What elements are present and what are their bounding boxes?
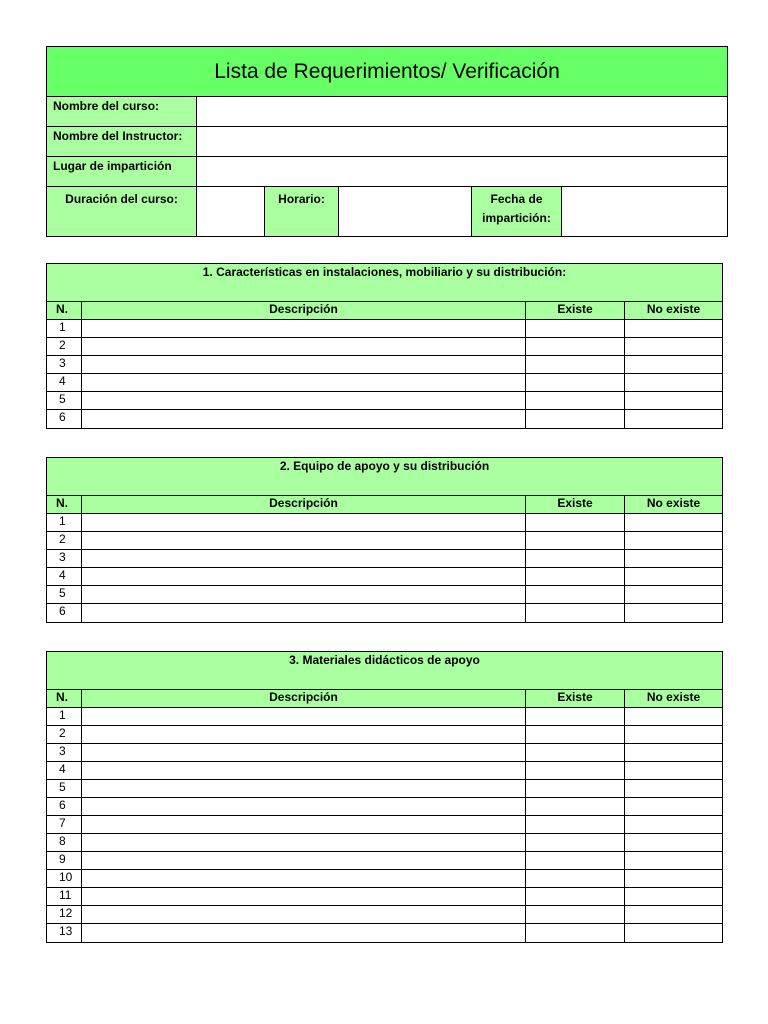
not-exists-cell[interactable]	[625, 906, 722, 923]
description-cell[interactable]	[82, 780, 526, 797]
row-number: 6	[47, 604, 82, 622]
exists-cell[interactable]	[526, 410, 625, 428]
not-exists-cell[interactable]	[625, 870, 722, 887]
not-exists-cell[interactable]	[625, 798, 722, 815]
table-row	[47, 410, 722, 428]
not-exists-cell[interactable]	[625, 514, 722, 531]
description-cell[interactable]	[82, 604, 526, 622]
location-label: Lugar de impartición	[47, 157, 197, 186]
table-row	[47, 780, 722, 798]
not-exists-cell[interactable]	[625, 888, 722, 905]
table-row	[47, 762, 722, 780]
section-title: 1. Características en instalaciones, mobiliario y su distribución:	[47, 264, 722, 302]
not-exists-cell[interactable]	[625, 356, 722, 373]
description-cell[interactable]	[82, 816, 526, 833]
not-exists-cell[interactable]	[625, 816, 722, 833]
row-number: 2	[47, 338, 82, 355]
description-cell[interactable]	[82, 762, 526, 779]
location-row	[47, 157, 727, 187]
row-number: 2	[47, 532, 82, 549]
not-exists-cell[interactable]	[625, 924, 722, 942]
course-name-row	[47, 97, 727, 127]
description-cell[interactable]	[82, 888, 526, 905]
description-cell[interactable]	[82, 726, 526, 743]
not-exists-cell[interactable]	[625, 550, 722, 567]
row-number: 5	[47, 586, 82, 603]
duration-label: Duración del curso:	[47, 187, 197, 236]
col-header-not-exists: No existe	[646, 302, 701, 316]
table-row	[47, 834, 722, 852]
exists-cell[interactable]	[526, 762, 625, 779]
row-number: 3	[47, 356, 82, 373]
exists-cell[interactable]	[526, 568, 625, 585]
exists-cell[interactable]	[526, 356, 625, 373]
exists-cell[interactable]	[526, 780, 625, 797]
description-cell[interactable]	[82, 338, 526, 355]
description-cell[interactable]	[82, 374, 526, 391]
col-header-exists: Existe	[526, 496, 625, 513]
table-row	[47, 320, 722, 338]
description-cell[interactable]	[82, 870, 526, 887]
row-number: 4	[47, 762, 82, 779]
description-cell[interactable]	[82, 744, 526, 761]
row-number: 2	[47, 726, 82, 743]
exists-cell[interactable]	[526, 888, 625, 905]
not-exists-cell[interactable]	[625, 834, 722, 851]
col-header-description: Descripción	[82, 302, 526, 319]
exists-cell[interactable]	[526, 726, 625, 743]
date-label	[472, 187, 562, 236]
col-header-n: N.	[47, 496, 82, 513]
table-row	[47, 550, 722, 568]
not-exists-cell[interactable]	[625, 338, 722, 355]
not-exists-cell[interactable]	[625, 410, 722, 428]
row-number: 4	[47, 568, 82, 585]
not-exists-cell[interactable]	[625, 852, 722, 869]
schedule-label: Horario:	[265, 187, 339, 236]
page-title: Lista de Requerimientos/ Verificación	[47, 47, 727, 97]
table-row	[47, 870, 722, 888]
row-number: 13	[47, 924, 82, 942]
section-title: 2. Equipo de apoyo y su distribución	[47, 458, 722, 496]
date-label-line1: Fecha de	[490, 192, 543, 206]
description-cell[interactable]	[82, 568, 526, 585]
not-exists-cell[interactable]	[625, 568, 722, 585]
table-row	[47, 924, 722, 942]
not-exists-cell[interactable]	[625, 708, 722, 725]
col-header-n: N.	[47, 302, 82, 319]
not-exists-cell[interactable]	[625, 320, 722, 337]
row-number: 10	[47, 870, 82, 887]
description-cell[interactable]	[82, 320, 526, 337]
exists-cell[interactable]	[526, 816, 625, 833]
row-number: 3	[47, 550, 82, 567]
exists-cell[interactable]	[526, 392, 625, 409]
table-row	[47, 852, 722, 870]
row-number: 5	[47, 392, 82, 409]
description-cell[interactable]	[82, 550, 526, 567]
course-name-label: Nombre del curso:	[47, 97, 197, 126]
row-number: 5	[47, 780, 82, 797]
description-cell[interactable]	[82, 708, 526, 725]
not-exists-cell[interactable]	[625, 604, 722, 622]
exists-cell[interactable]	[526, 586, 625, 603]
exists-cell[interactable]	[526, 514, 625, 531]
not-exists-cell[interactable]	[625, 392, 722, 409]
description-cell[interactable]	[82, 514, 526, 531]
table-row	[47, 338, 722, 356]
not-exists-cell[interactable]	[625, 726, 722, 743]
exists-cell[interactable]	[526, 906, 625, 923]
exists-cell[interactable]	[526, 550, 625, 567]
description-cell[interactable]	[82, 586, 526, 603]
description-cell[interactable]	[82, 410, 526, 428]
row-number: 12	[47, 906, 82, 923]
description-cell[interactable]	[82, 924, 526, 942]
table-row	[47, 726, 722, 744]
row-number: 1	[47, 320, 82, 337]
row-number: 7	[47, 816, 82, 833]
row-number: 6	[47, 798, 82, 815]
table-row	[47, 816, 722, 834]
table-row	[47, 514, 722, 532]
table-row	[47, 744, 722, 762]
col-header-not-exists: No existe	[646, 690, 701, 704]
exists-cell[interactable]	[526, 338, 625, 355]
table-row	[47, 586, 722, 604]
row-number: 11	[47, 888, 82, 905]
description-cell[interactable]	[82, 356, 526, 373]
col-header-exists: Existe	[526, 302, 625, 319]
row-number: 1	[47, 708, 82, 725]
description-cell[interactable]	[82, 798, 526, 815]
exists-cell[interactable]	[526, 852, 625, 869]
table-row	[47, 356, 722, 374]
description-cell[interactable]	[82, 392, 526, 409]
exists-cell[interactable]	[526, 744, 625, 761]
table-row	[47, 604, 722, 622]
course-name-field[interactable]	[197, 97, 727, 126]
course-info-header	[46, 46, 728, 237]
date-label-line2: impartición:	[482, 211, 551, 225]
section-teaching-materials	[46, 651, 723, 943]
row-number: 1	[47, 514, 82, 531]
row-number: 8	[47, 834, 82, 851]
exists-cell[interactable]	[526, 834, 625, 851]
table-row	[47, 708, 722, 726]
not-exists-cell[interactable]	[625, 532, 722, 549]
section-facilities	[46, 263, 723, 429]
date-field[interactable]	[562, 187, 727, 236]
exists-cell[interactable]	[526, 532, 625, 549]
not-exists-cell[interactable]	[625, 374, 722, 391]
location-field[interactable]	[197, 157, 727, 186]
not-exists-cell[interactable]	[625, 744, 722, 761]
description-cell[interactable]	[82, 532, 526, 549]
table-header-row	[47, 302, 722, 320]
row-number: 6	[47, 410, 82, 428]
not-exists-cell[interactable]	[625, 780, 722, 797]
not-exists-cell[interactable]	[625, 586, 722, 603]
table-row	[47, 906, 722, 924]
table-row	[47, 798, 722, 816]
description-cell[interactable]	[82, 852, 526, 869]
duration-row	[47, 187, 727, 236]
col-header-description: Descripción	[82, 690, 526, 707]
exists-cell[interactable]	[526, 604, 625, 622]
exists-cell[interactable]	[526, 870, 625, 887]
exists-cell[interactable]	[526, 708, 625, 725]
table-header-row	[47, 496, 722, 514]
not-exists-cell[interactable]	[625, 762, 722, 779]
description-cell[interactable]	[82, 834, 526, 851]
exists-cell[interactable]	[526, 924, 625, 942]
duration-field[interactable]	[197, 187, 265, 236]
table-row	[47, 532, 722, 550]
table-header-row	[47, 690, 722, 708]
col-header-description: Descripción	[82, 496, 526, 513]
table-row	[47, 392, 722, 410]
exists-cell[interactable]	[526, 320, 625, 337]
exists-cell[interactable]	[526, 798, 625, 815]
exists-cell[interactable]	[526, 374, 625, 391]
section-support-equipment	[46, 457, 723, 623]
instructor-row	[47, 127, 727, 157]
table-row	[47, 888, 722, 906]
col-header-not-exists: No existe	[646, 496, 701, 510]
row-number: 4	[47, 374, 82, 391]
row-number: 9	[47, 852, 82, 869]
table-row	[47, 568, 722, 586]
table-row	[47, 374, 722, 392]
row-number: 3	[47, 744, 82, 761]
instructor-field[interactable]	[197, 127, 727, 156]
instructor-label: Nombre del Instructor:	[47, 127, 197, 156]
col-header-n: N.	[47, 690, 82, 707]
section-title: 3. Materiales didácticos de apoyo	[47, 652, 722, 690]
schedule-field[interactable]	[339, 187, 472, 236]
col-header-exists: Existe	[526, 690, 625, 707]
description-cell[interactable]	[82, 906, 526, 923]
